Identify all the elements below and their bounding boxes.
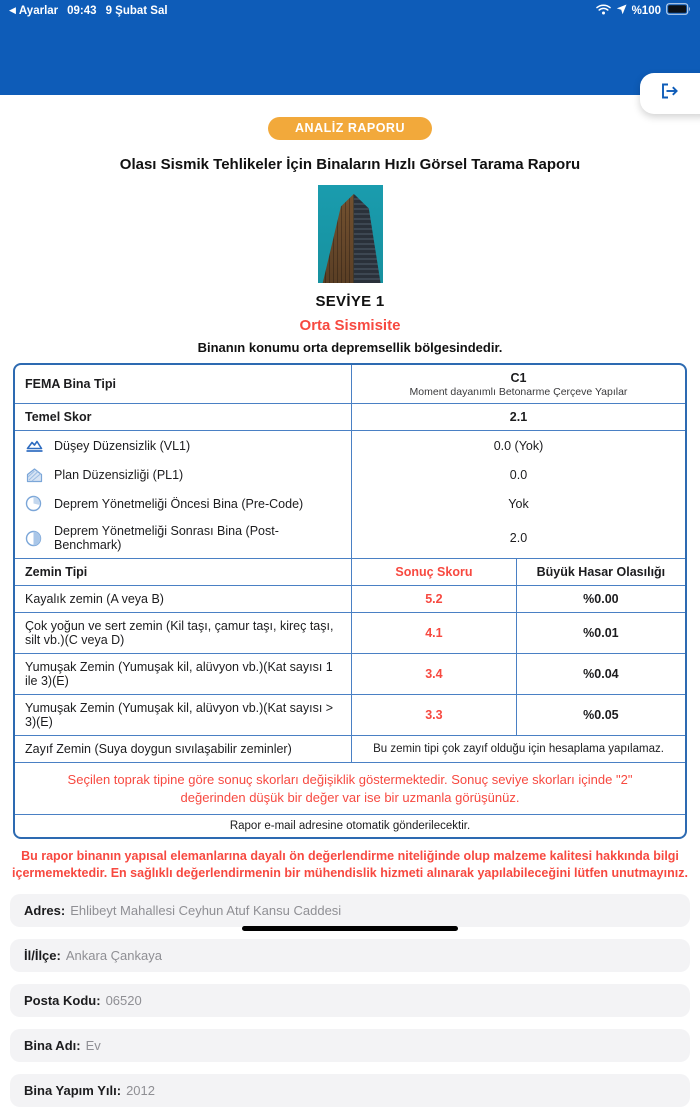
status-bar <box>0 0 700 21</box>
logout-icon <box>658 81 680 106</box>
modifier-label: Plan Düzensizliği (PL1) <box>54 468 183 482</box>
warning-note: Seçilen toprak tipine göre sonuç skorları değişiklik göstermektedir. Sonuç seviye skorları içinde "2" değerinden düşük bir değer var ise bir uzmanla görüşünüz. <box>15 763 685 814</box>
disclaimer-text: Bu rapor binanın yapısal elemanlarına dayalı ön değerlendirme niteliğinde olup malzeme kalitesi hakkında bilgi içermemektedir. En sağlıklı değerlendirmenin bir mühendislik hizmeti alınarak yapılabileceğini lütfen unutmayınız. <box>12 848 688 882</box>
pre-code-icon <box>25 495 45 512</box>
logout-button[interactable] <box>640 73 700 114</box>
home-indicator[interactable] <box>242 926 458 931</box>
level-name: SEVİYE 1 <box>0 293 700 310</box>
table-row-modifier <box>15 431 685 460</box>
base-score-value: 2.1 <box>352 404 685 430</box>
address-field <box>10 894 690 927</box>
table-row-modifier <box>15 518 685 558</box>
modifier-label: Düşey Düzensizlik (VL1) <box>54 439 190 453</box>
field-value: Ehlibeyt Mahallesi Ceyhun Atuf Kansu Caddesi <box>70 903 341 918</box>
weak-soil-note: Bu zemin tipi çok zayıf olduğu için hesaplama yapılamaz. <box>352 736 685 762</box>
soil-score: 3.4 <box>352 654 517 694</box>
soil-score-header: Sonuç Skoru <box>352 559 517 585</box>
report-badge: ANALİZ RAPORU <box>268 117 432 140</box>
vertical-irregularity-icon <box>25 437 45 454</box>
soil-row <box>15 653 685 694</box>
soil-damage-header: Büyük Hasar Olasılığı <box>517 559 685 585</box>
base-score-label: Temel Skor <box>15 404 352 430</box>
soil-type: Yumuşak Zemin (Yumuşak kil, alüvyon vb.)(Kat sayısı 1 ile 3)(E) <box>15 654 352 694</box>
soil-damage: %0.00 <box>517 586 685 612</box>
report-card <box>0 95 700 934</box>
soil-damage: %0.01 <box>517 613 685 653</box>
soil-row <box>15 612 685 653</box>
battery-percent: %100 <box>632 5 661 17</box>
analysis-table <box>13 363 687 839</box>
field-value: 2012 <box>126 1083 155 1098</box>
back-app-label: Ayarlar <box>19 5 58 17</box>
building-photo <box>318 185 383 283</box>
table-row-modifier <box>15 460 685 489</box>
soil-type: Kayalık zemin (A veya B) <box>15 586 352 612</box>
modifier-value: 0.0 <box>352 460 685 489</box>
modifier-value: Yok <box>352 489 685 518</box>
wifi-icon <box>596 4 611 18</box>
table-row-base-score <box>15 403 685 430</box>
post-benchmark-icon <box>25 530 45 547</box>
back-arrow-icon: ◀ <box>9 5 16 16</box>
city-district-field <box>10 939 690 972</box>
modifier-value: 0.0 (Yok) <box>352 431 685 460</box>
field-label: Bina Yapım Yılı: <box>24 1083 121 1098</box>
table-row-modifier <box>15 489 685 518</box>
building-name-field <box>10 1029 690 1062</box>
weak-soil-type: Zayıf Zemin (Suya doygun sıvılaşabilir zeminler) <box>15 736 352 762</box>
soil-row <box>15 585 685 612</box>
modifiers-block <box>15 430 685 558</box>
weak-soil-row <box>15 735 685 762</box>
status-time: 09:43 <box>67 5 96 17</box>
soil-row <box>15 694 685 735</box>
modifier-value: 2.0 <box>352 518 685 558</box>
field-label: Bina Adı: <box>24 1038 81 1053</box>
fema-label: FEMA Bina Tipi <box>15 365 352 403</box>
postal-code-field <box>10 984 690 1017</box>
construction-year-field <box>10 1074 690 1107</box>
seismicity-label: Orta Sismisite <box>0 317 700 334</box>
field-label: İl/İlçe: <box>24 948 61 963</box>
modifier-label: Deprem Yönetmeliği Öncesi Bina (Pre-Code) <box>54 497 303 511</box>
table-row-fema <box>15 365 685 403</box>
status-date: 9 Şubat Sal <box>106 5 168 17</box>
field-value: Ankara Çankaya <box>66 948 162 963</box>
soil-damage: %0.05 <box>517 695 685 735</box>
page-title: Olası Sismik Tehlikeler İçin Binaların Hızlı Görsel Tarama Raporu <box>0 156 700 173</box>
soil-score: 5.2 <box>352 586 517 612</box>
soil-type: Çok yoğun ve sert zemin (Kil taşı, çamur taşı, kireç taşı, silt vb.)(C veya D) <box>15 613 352 653</box>
soil-type-header: Zemin Tipi <box>15 559 352 585</box>
soil-damage: %0.04 <box>517 654 685 694</box>
field-label: Posta Kodu: <box>24 993 101 1008</box>
field-value: Ev <box>86 1038 101 1053</box>
plan-irregularity-icon <box>25 466 45 483</box>
email-note: Rapor e-mail adresine otomatik gönderilecektir. <box>15 815 685 837</box>
fema-code: C1 <box>511 371 527 385</box>
fema-code-desc: Moment dayanımlı Betonarme Çerçeve Yapılar <box>410 386 628 398</box>
soil-score: 3.3 <box>352 695 517 735</box>
modifier-label: Deprem Yönetmeliği Sonrası Bina (Post-Benchmark) <box>54 524 341 552</box>
soil-header-row <box>15 558 685 585</box>
location-icon <box>616 4 627 18</box>
email-row <box>15 814 685 837</box>
back-to-app-button[interactable] <box>9 5 58 17</box>
warning-row <box>15 762 685 814</box>
seismicity-description: Binanın konumu orta depremsellik bölgesindedir. <box>0 340 700 355</box>
soil-score: 4.1 <box>352 613 517 653</box>
soil-type: Yumuşak Zemin (Yumuşak kil, alüvyon vb.)(Kat sayısı > 3)(E) <box>15 695 352 735</box>
field-label: Adres: <box>24 903 65 918</box>
battery-icon <box>666 3 691 18</box>
field-value: 06520 <box>106 993 142 1008</box>
